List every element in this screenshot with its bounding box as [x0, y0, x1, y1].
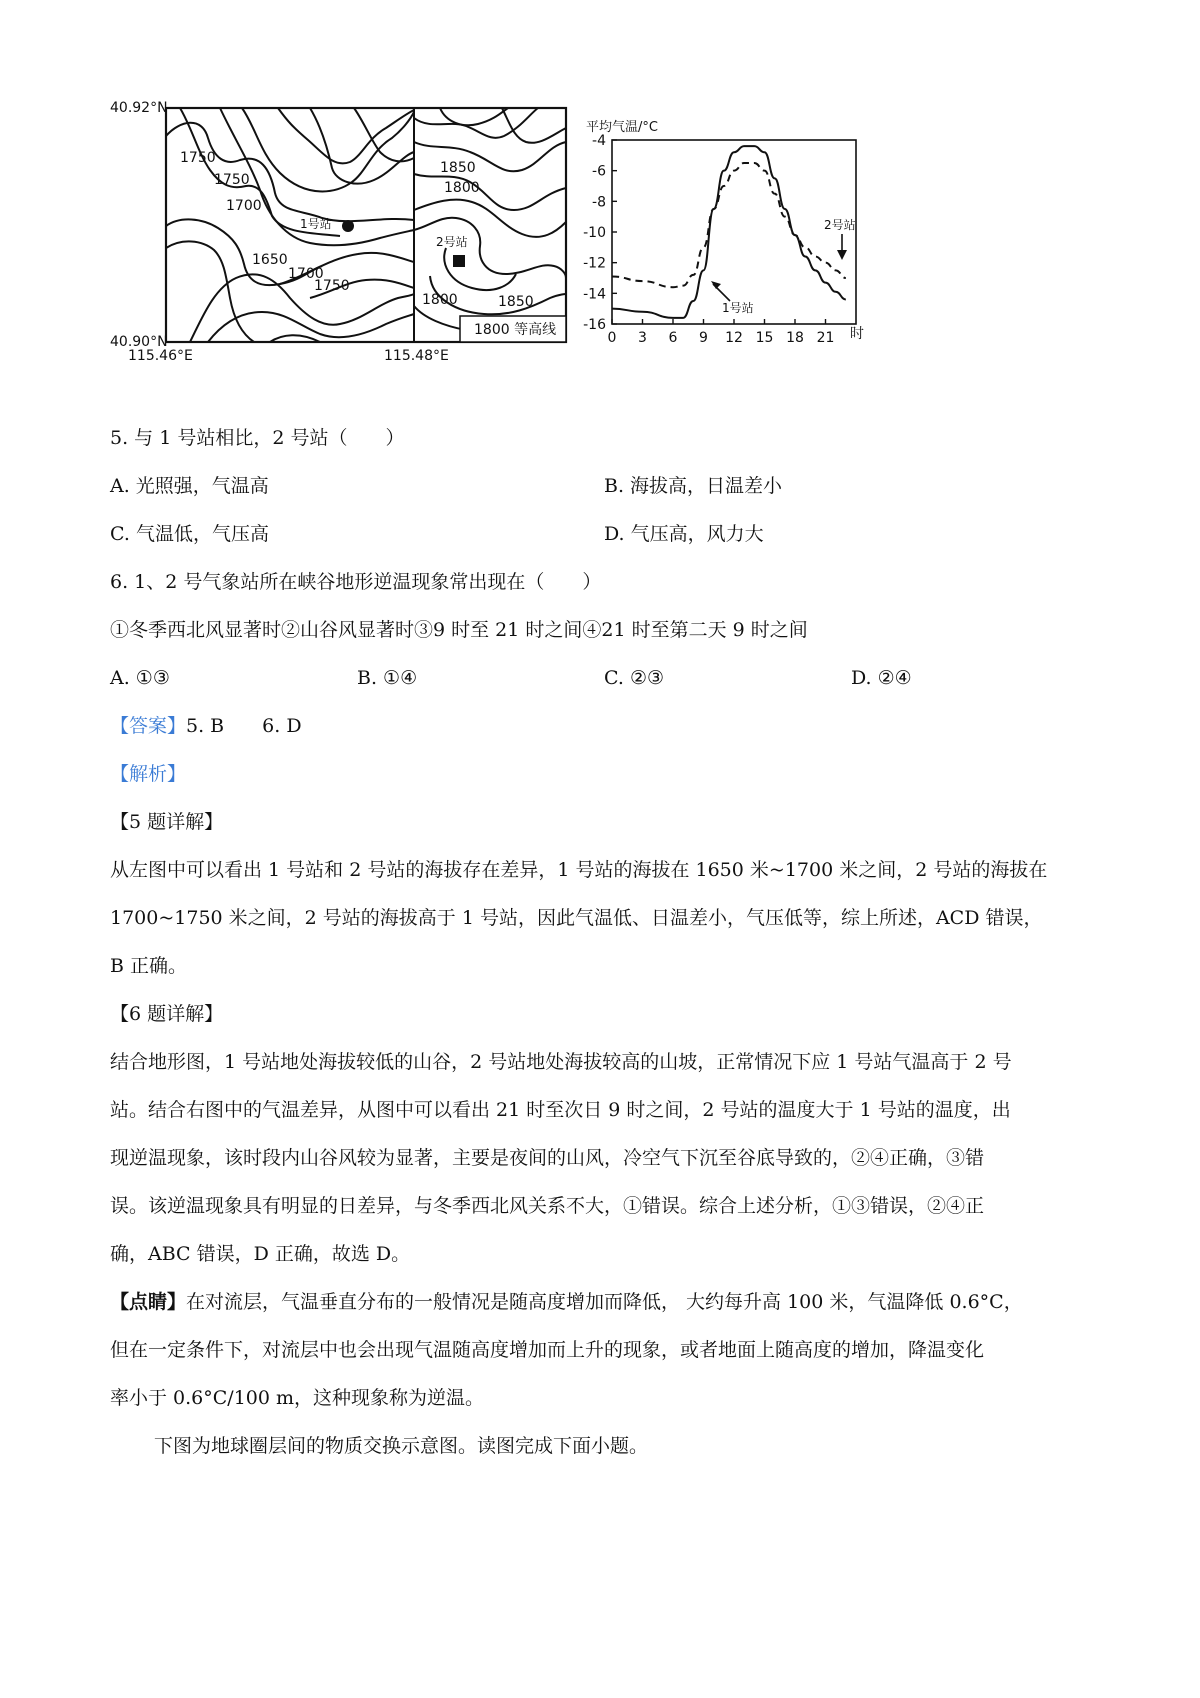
map-lon-right: 115.48°E	[384, 348, 449, 364]
tip-line	[110, 1278, 1100, 1326]
q5-detail-title: 【5 题详解】	[110, 811, 224, 833]
q5-option-c: C. 气温低，气压高	[110, 523, 269, 545]
map-lon-left: 115.46°E	[128, 348, 193, 364]
station2-marker	[453, 255, 465, 267]
chart-annotation-station2: 2号站	[824, 218, 856, 232]
chart-frame	[612, 140, 856, 324]
question-content	[110, 414, 1100, 1470]
q6-detail-text	[110, 1038, 1100, 1278]
q6-detail-line: 确，ABC 错误，D 正确，故选 D。	[110, 1243, 411, 1265]
y-tick-label: -16	[583, 317, 606, 333]
map-station1-label: 1号站	[300, 217, 332, 231]
figure	[110, 98, 960, 398]
annotation-arrowhead-station2	[837, 250, 847, 260]
q6-detail-line: 结合地形图，1 号站地处海拔较低的山谷，2 号站地处海拔较高的山坡，正常情况下应 1 号站气温高于 2 号	[110, 1051, 1012, 1073]
q6-stem: 6. 1、2 号气象站所在峡谷地形逆温现象常出现在（ ）	[110, 571, 602, 593]
map-lat-bottom: 40.90°N	[110, 334, 168, 350]
x-tick-label: 12	[725, 330, 743, 346]
chart-ylabel: 平均气温/°C	[586, 120, 658, 135]
q5-detail-line: 1700~1750 米之间，2 号站的海拔高于 1 号站，因此气温低、日温差小，气压低等，综上所述，ACD 错误，	[110, 907, 1043, 929]
tip-line: 但在一定条件下，对流层中也会出现气温随高度增加而上升的现象，或者地面上随高度的增加，降温变化	[110, 1339, 985, 1361]
x-tick-label: 0	[607, 330, 617, 346]
tip-text	[110, 1278, 1100, 1422]
q6-detail-line: 现逆温现象，该时段内山谷风较为显著，主要是夜间的山风，冷空气下沉至谷底导致的，②④正确，③错	[110, 1147, 985, 1169]
y-tick-label: -12	[583, 255, 606, 272]
y-tick-label: -14	[583, 286, 606, 303]
q6-option-a: A. ①③	[110, 667, 170, 689]
series-line-station1	[612, 146, 846, 318]
series-line-station2	[612, 163, 846, 287]
x-tick-label: 21	[816, 330, 835, 346]
q5-options-row1	[110, 462, 1100, 510]
contour-label: 1800	[444, 180, 480, 196]
tip-line: 率小于 0.6°C/100 m，这种现象称为逆温。	[110, 1387, 485, 1409]
q5-options-row2	[110, 510, 1100, 558]
q5-option-a: A. 光照强，气温高	[110, 475, 269, 497]
y-tick-label: -10	[583, 225, 606, 241]
analysis-label: 【解析】	[110, 763, 187, 785]
y-tick-label: -6	[592, 163, 606, 180]
y-tick-label: -4	[592, 133, 606, 149]
q5-detail-line: 从左图中可以看出 1 号站和 2 号站的海拔存在差异，1 号站的海拔在 1650 米~1700 米之间，2 号站的海拔在	[110, 859, 1048, 881]
chart-annotation-station1: 1号站	[722, 301, 754, 315]
contour-label: 1700	[226, 198, 262, 214]
contour-label: 1650	[252, 252, 288, 268]
x-tick-label: 3	[638, 330, 647, 346]
contour-label: 1800	[422, 292, 458, 308]
contour-label: 1750	[214, 172, 250, 188]
q5-detail-text	[110, 846, 1100, 990]
station1-marker	[342, 220, 354, 232]
answer-text: 5. B 6. D	[186, 715, 302, 737]
map-legend-text: 1800 等高线	[474, 322, 557, 338]
annotation-arrowhead-station1	[711, 281, 721, 289]
contour-label: 1850	[498, 294, 534, 310]
q5-option-d: D. 气压高，风力大	[604, 523, 764, 545]
q5-option-b: B. 海拔高，日温差小	[604, 475, 783, 497]
q6-detail-line: 站。结合右图中的气温差异，从图中可以看出 21 时至次日 9 时之间，2 号站的温度大于 1 号站的温度，出	[110, 1099, 1011, 1121]
map-lat-top: 40.92°N	[110, 100, 168, 116]
next-section-intro: 下图为地球圈层间的物质交换示意图。读图完成下面小题。	[154, 1435, 649, 1457]
map-station2-label: 2号站	[436, 235, 468, 249]
contour-map	[110, 100, 566, 364]
x-tick-label: 9	[699, 330, 708, 346]
contour-labels	[180, 150, 534, 310]
y-tick-label: -8	[592, 194, 606, 211]
chart-xlabel: 时	[850, 326, 864, 342]
q6-option-b: B. ①④	[357, 667, 418, 689]
tip-line-text: 在对流层，气温垂直分布的一般情况是随高度增加而降低， 大约每升高 100 米，气温降低 0.6°C，	[186, 1291, 1023, 1313]
temperature-chart	[583, 120, 864, 346]
answer-label: 【答案】	[110, 715, 187, 737]
q6-detail-line: 误。该逆温现象具有明显的日差异，与冬季西北风关系不大，①错误。综合上述分析，①③错误，②④正	[110, 1195, 985, 1217]
q5-stem: 5. 与 1 号站相比，2 号站（ ）	[110, 427, 405, 449]
answer-line	[110, 702, 1100, 750]
tip-label: 【点睛】	[110, 1291, 187, 1313]
x-tick-label: 18	[786, 330, 804, 346]
q6-detail-title: 【6 题详解】	[110, 1003, 224, 1025]
q6-options	[110, 654, 1100, 702]
q6-option-d: D. ②④	[851, 667, 912, 689]
x-tick-label: 15	[755, 330, 774, 346]
x-tick-label: 6	[668, 330, 678, 346]
q6-option-c: C. ②③	[604, 667, 665, 689]
contour-label: 1750	[314, 278, 350, 294]
q5-detail-line: B 正确。	[110, 955, 188, 977]
contour-label: 1750	[180, 150, 216, 166]
contour-label: 1700	[288, 266, 324, 282]
q6-items: ①冬季西北风显著时②山谷风显著时③9 时至 21 时之间④21 时至第二天 9 时之间	[110, 619, 808, 641]
contour-label: 1850	[440, 160, 476, 176]
